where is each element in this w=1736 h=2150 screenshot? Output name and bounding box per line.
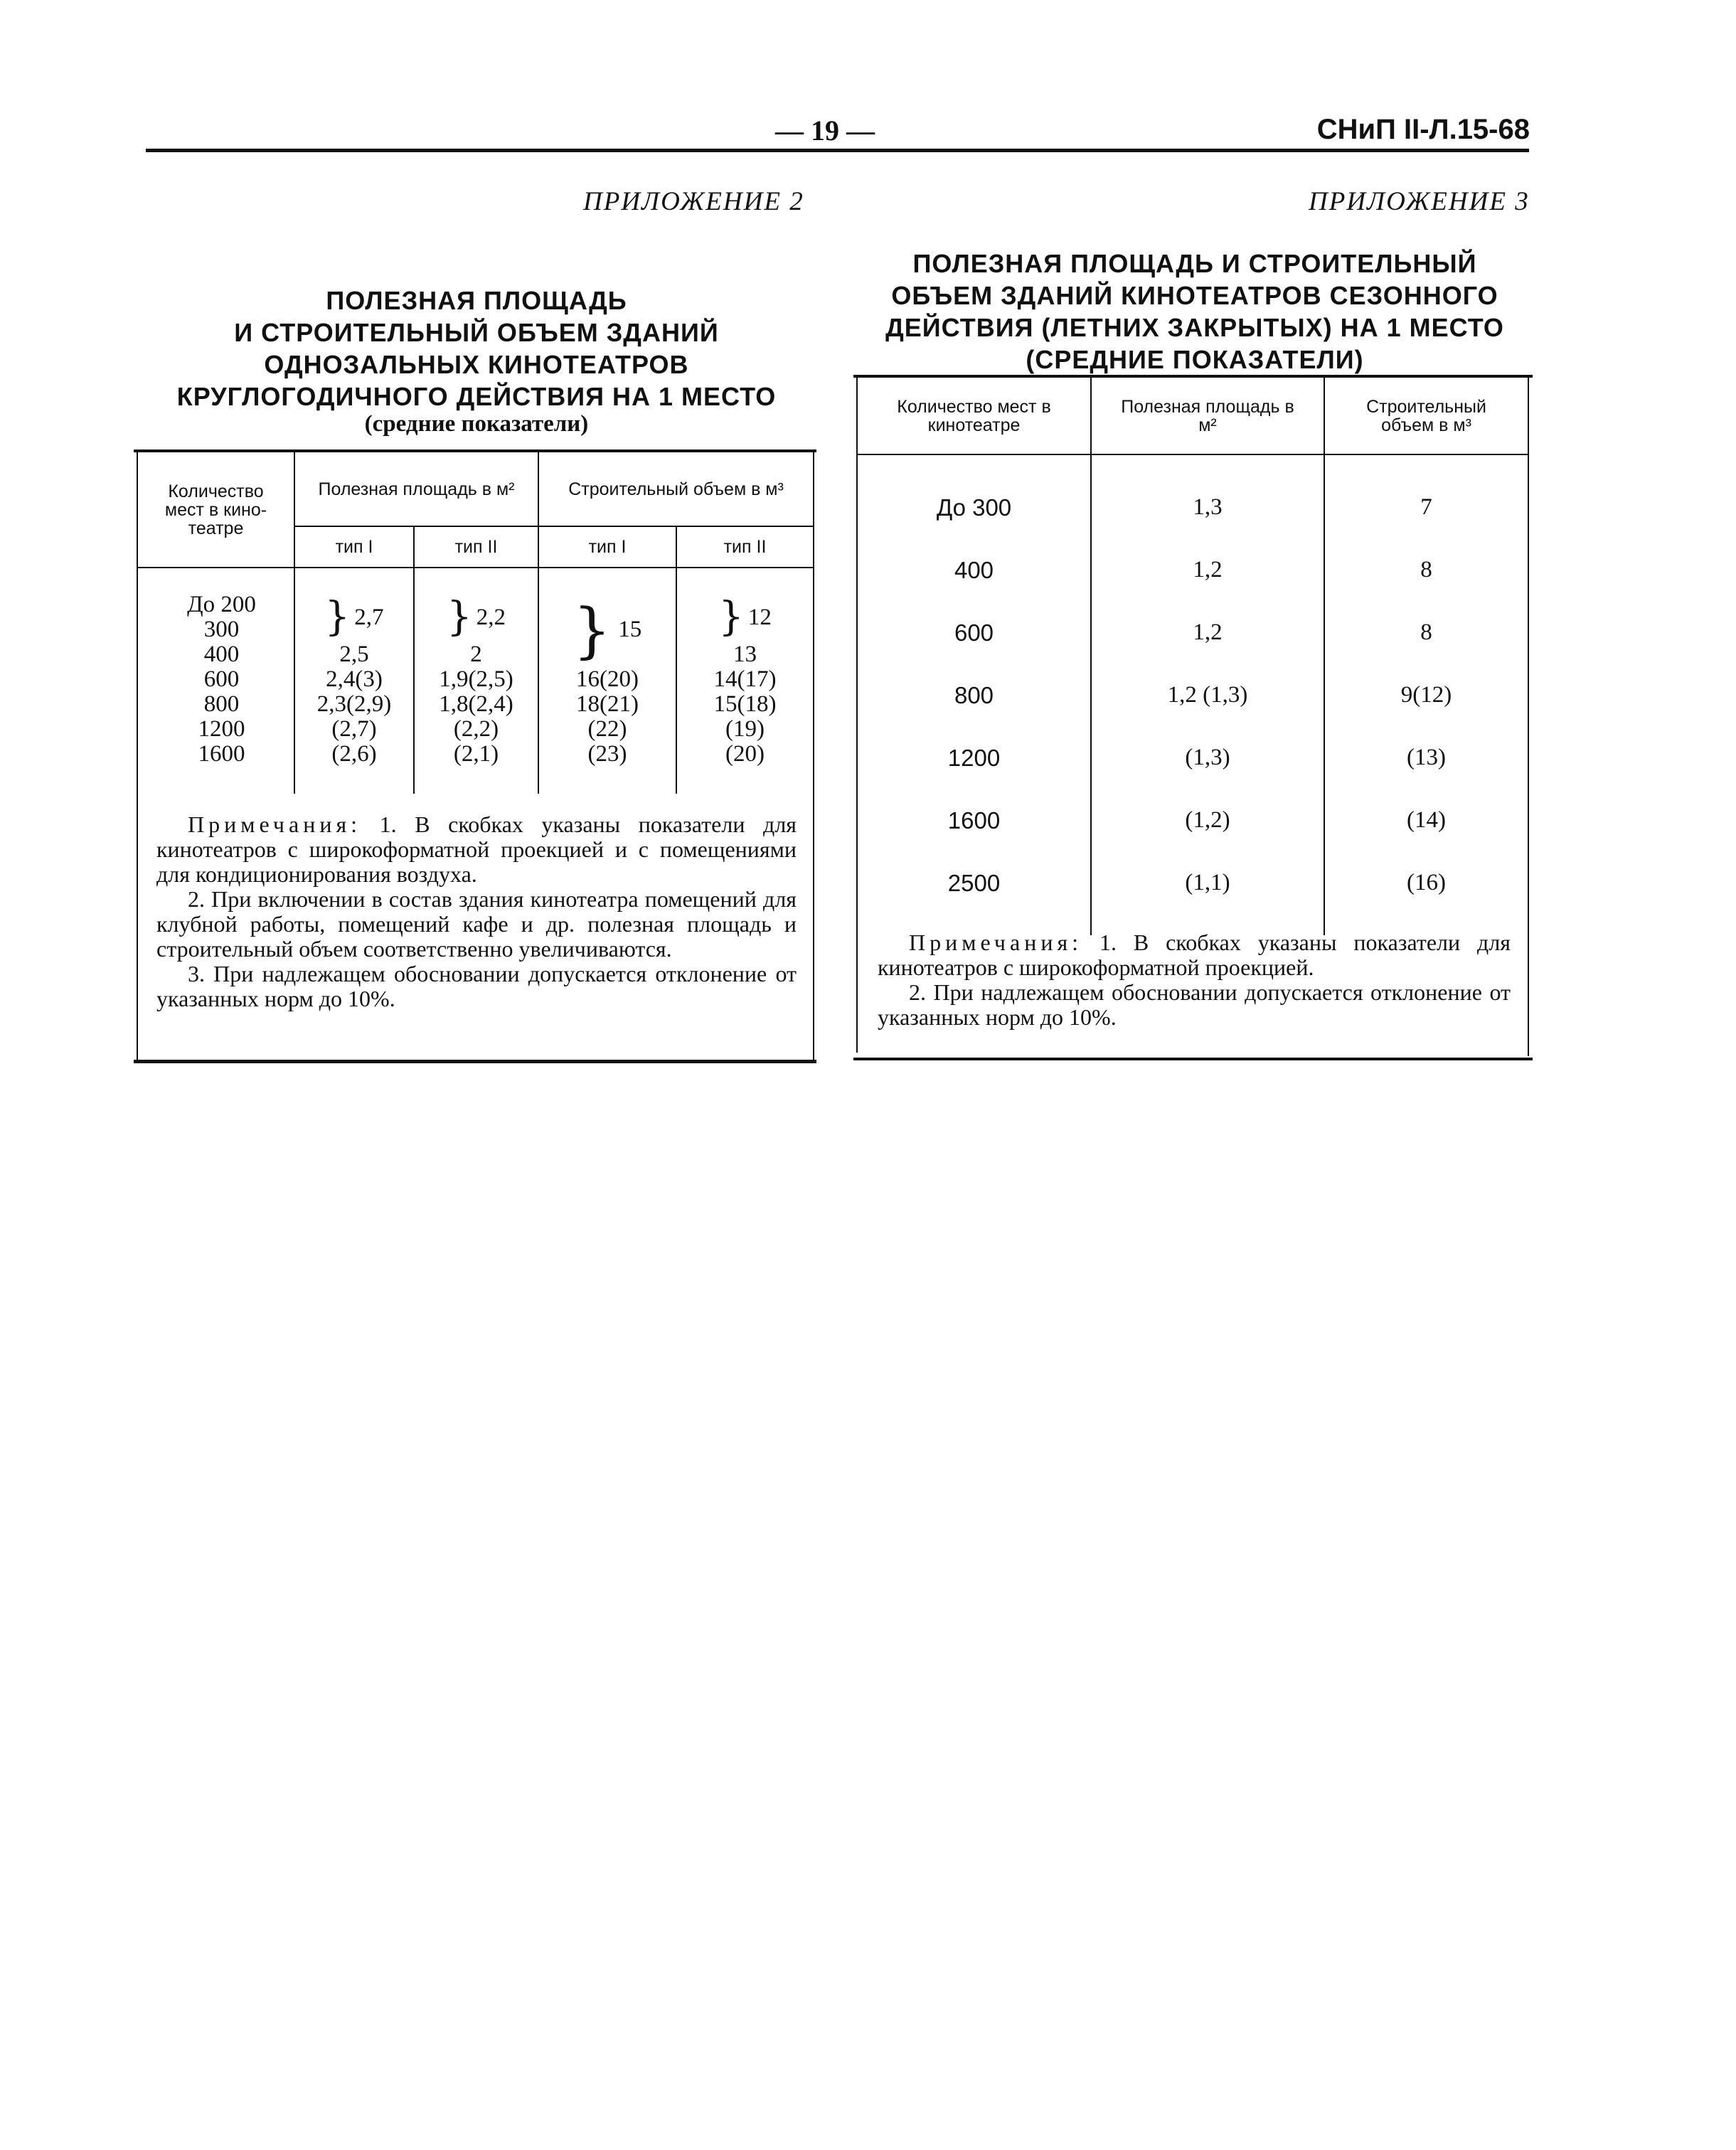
- area-cell: 2,2: [476, 604, 506, 630]
- table-2-notes: [156, 812, 797, 1011]
- area-cell: 2,7: [354, 604, 384, 630]
- table-2-bottom-rule: [134, 1060, 816, 1063]
- brace-group: [677, 592, 813, 642]
- volume-cell: (22): [587, 716, 627, 742]
- seats-column: [138, 568, 294, 794]
- volume-cell: 18(21): [576, 691, 639, 717]
- appendix-2-label: ПРИЛОЖЕНИЕ 2: [583, 187, 804, 216]
- page-number: — 19 —: [775, 115, 875, 147]
- volume-type2-column: [676, 568, 813, 794]
- table-3: [858, 378, 1528, 935]
- area-cell: (2,2): [453, 716, 499, 742]
- area-cell: 2: [470, 642, 482, 667]
- table-3-bottom-rule: [853, 1058, 1533, 1060]
- volume-cell: (23): [587, 741, 627, 767]
- brace-icon: }: [718, 594, 744, 640]
- volume-cell: 13: [733, 642, 757, 667]
- header-volume: Строительный объем в м³: [1324, 378, 1528, 454]
- area-cell: 2,3(2,9): [316, 691, 392, 717]
- volume-type1-column: [538, 568, 676, 794]
- appendix-2-title: ПОЛЕЗНАЯ ПЛОЩАДЬ И СТРОИТЕЛЬНЫЙ ОБЪЕМ ЗДАНИЙ ОДНОЗАЛЬНЫХ КИНОТЕАТРОВ КРУГЛОГОДИЧНОГО ДЕЙСТВИЯ НА 1 МЕСТО: [176, 286, 777, 411]
- notes-label: Примечания:: [188, 811, 362, 837]
- header-area-type2: тип II: [414, 526, 538, 568]
- header-volume-type2: тип II: [676, 526, 813, 568]
- header-rule: [146, 149, 1529, 152]
- brace-icon: }: [573, 595, 612, 665]
- table-3-right-border: [1528, 377, 1529, 1056]
- note-2: 2. При включении в состав здания кинотеатра помещений для клубной работы, помещений кафе и др. полезная площадь и строительный объем соответственно увеличиваются.: [156, 886, 797, 962]
- area-cell: (2,6): [331, 741, 377, 767]
- table-2-right-border: [813, 451, 814, 1061]
- header-seats: Количество мест в кинотеатре: [858, 378, 1091, 454]
- table-3-notes: [878, 930, 1511, 1030]
- area-cell: 1,9(2,5): [439, 666, 513, 692]
- volume-cell: 16(20): [576, 666, 639, 692]
- area-cell: (2,7): [331, 716, 377, 742]
- brace-group: [539, 592, 676, 667]
- area-cell: 1,8(2,4): [439, 691, 513, 717]
- area-type2-column: [414, 568, 538, 794]
- seats-cell: 1200: [198, 716, 245, 742]
- header-area: Полезная площадь в м²: [1091, 378, 1324, 454]
- seats-cell: До 200: [187, 592, 256, 617]
- seats-cell: 400: [203, 642, 240, 667]
- notes-label: Примечания:: [909, 930, 1083, 955]
- brace-group: [415, 592, 538, 642]
- volume-cell: 14(17): [713, 666, 777, 692]
- seats-cell: 800: [203, 691, 240, 717]
- seats-cell: 600: [203, 666, 240, 692]
- volume-cell: (19): [725, 716, 765, 742]
- appendix-3-label: ПРИЛОЖЕНИЕ 3: [1309, 187, 1530, 216]
- volume-cell: (20): [725, 741, 765, 767]
- area-type1-column: [294, 568, 414, 794]
- table-row: 2500 (1,1) (16): [858, 851, 1528, 914]
- brace-icon: }: [447, 594, 472, 640]
- area-cell: 2,4(3): [326, 666, 383, 692]
- table-row: 800 1,2 (1,3) 9(12): [858, 664, 1528, 726]
- header-seats: Количество мест в кино-театре: [138, 452, 294, 568]
- appendix-2-subtitle: (средние показатели): [364, 411, 589, 437]
- note-3: 3. При надлежащем обосновании допускается отклонение от указанных норм до 10%.: [156, 961, 797, 1011]
- volume-cell: 15(18): [713, 691, 777, 717]
- table-row: 1200 (1,3) (13): [858, 726, 1528, 789]
- note-1: 1. В скобках указаны показатели для кинотеатров с широкоформатной проекцией и с помещениями для кондиционирования воздуха.: [156, 811, 797, 887]
- table-row: 1600 (1,2) (14): [858, 789, 1528, 851]
- area-cell: (2,1): [453, 741, 499, 767]
- brace-icon: }: [324, 594, 351, 640]
- table-row: 400 1,2 8: [858, 538, 1528, 601]
- header-area: Полезная площадь в м²: [294, 452, 538, 526]
- volume-cell: 12: [747, 604, 772, 630]
- header-area-type1: тип I: [294, 526, 414, 568]
- appendix-3-title: ПОЛЕЗНАЯ ПЛОЩАДЬ И СТРОИТЕЛЬНЫЙ ОБЪЕМ ЗДАНИЙ КИНОТЕАТРОВ СЕЗОННОГО ДЕЙСТВИЯ (ЛЕТНИХ ЗАКРЫТЫХ) НА 1 МЕСТО (СРЕДНИЕ ПОКАЗАТЕЛИ): [885, 249, 1504, 374]
- table-row: 600 1,2 8: [858, 601, 1528, 664]
- note-2: 2. При надлежащем обосновании допускается отклонение от указанных норм до 10%.: [878, 979, 1511, 1030]
- note-1: 1. В скобках указаны показатели для кинотеатров с широкоформатной проекцией.: [878, 930, 1511, 980]
- header-volume: Строительный объем в м³: [538, 452, 813, 526]
- area-cell: 2,5: [339, 642, 369, 667]
- volume-cell: 15: [618, 617, 642, 642]
- header-volume-type1: тип I: [538, 526, 676, 568]
- table-row: До 300 1,3 7: [858, 476, 1528, 538]
- table-2: [138, 452, 813, 794]
- brace-group: [295, 592, 413, 642]
- seats-cell: 300: [203, 617, 240, 642]
- seats-cell: 1600: [198, 741, 245, 767]
- document-code: СНиП II-Л.15-68: [1316, 114, 1530, 145]
